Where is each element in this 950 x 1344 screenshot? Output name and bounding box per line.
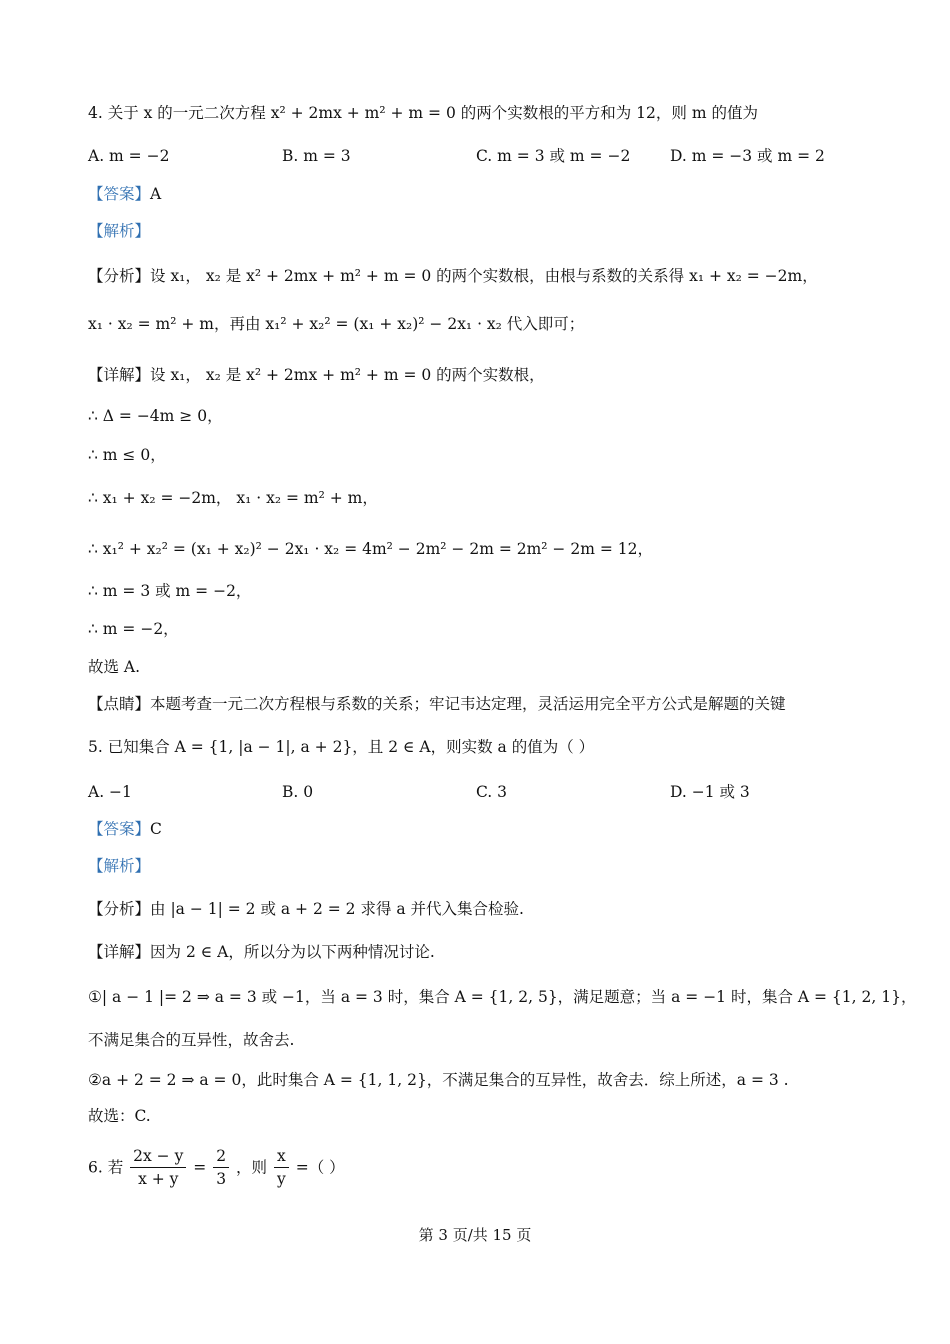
q4-options	[0, 145, 950, 167]
q6-fraction-1	[130, 1145, 186, 1190]
q4-option-d: D. m = −3 或 m = 2	[670, 147, 825, 165]
analysis-tag: 【解析】	[88, 222, 151, 240]
answer-tag: 【答案】	[88, 185, 151, 203]
q6-equals: =	[193, 1158, 207, 1177]
q5-option-d: D. −1 或 3	[670, 783, 750, 801]
q6-fraction-1-numerator: 2x − y	[130, 1145, 186, 1168]
detail-tag: 【详解】	[88, 943, 151, 961]
answer-value: A	[150, 185, 162, 203]
q5-answer	[88, 818, 162, 840]
analysis-tag: 【解析】	[88, 857, 151, 875]
answer-value: C	[150, 820, 162, 838]
q6-fraction-2-denominator: 3	[216, 1170, 227, 1188]
q5-case-1b: 不满足集合的互异性，故舍去.	[88, 1031, 295, 1049]
q4-choose: 故选 A.	[88, 658, 141, 676]
q6-prefix: 6. 若	[88, 1158, 124, 1177]
comment-text: 本题考查一元二次方程根与系数的关系；牢记韦达定理，灵活运用完全平方公式是解题的关键	[150, 695, 786, 713]
q6-fraction-3-numerator: x	[274, 1145, 289, 1168]
fenxi-text: 由 |a − 1| = 2 或 a + 2 = 2 求得 a 并代入集合检验.	[150, 900, 524, 918]
comment-tag: 【点睛】	[88, 695, 151, 713]
q4-step-4: ∴ x₁² + x₂² = (x₁ + x₂)² − 2x₁ · x₂ = 4m² − 2m² − 2m = 2m² − 2m = 12，	[88, 540, 653, 558]
fenxi-tag: 【分析】	[88, 267, 151, 285]
q6-fraction-3-denominator: y	[277, 1170, 286, 1188]
q5-case-2: ②a + 2 = 2 ⇒ a = 0，此时集合 A = {1, 1, 2}，不满足集合的互异性，故舍去．综上所述，a = 3 .	[88, 1071, 789, 1089]
q5-fenxi	[88, 898, 524, 920]
q4-fenxi-2: x₁ · x₂ = m² + m，再由 x₁² + x₂² = (x₁ + x₂)² − 2x₁ · x₂ 代入即可；	[88, 315, 585, 333]
q6-fraction-2-numerator: 2	[213, 1145, 229, 1168]
q4-option-a: A. m = −2	[88, 147, 170, 165]
q4-option-b: B. m = 3	[282, 147, 351, 165]
q4-step-5: ∴ m = 3 或 m = −2，	[88, 582, 252, 600]
q5-choose: 故选：C.	[88, 1107, 151, 1125]
q5-option-a: A. −1	[88, 783, 132, 801]
q5-analysis-tag	[88, 855, 150, 877]
q4-step-3: ∴ x₁ + x₂ = −2m， x₁ · x₂ = m² + m，	[88, 489, 378, 507]
q6-mid: ，则	[236, 1158, 268, 1177]
q4-step-6: ∴ m = −2，	[88, 620, 179, 638]
q5-option-b: B. 0	[282, 783, 314, 801]
q4-detail-1	[88, 364, 545, 386]
q4-step-2: ∴ m ≤ 0，	[88, 446, 166, 464]
fenxi-tag: 【分析】	[88, 900, 151, 918]
detail-tag: 【详解】	[88, 366, 151, 384]
q6-fraction-1-denominator: x + y	[138, 1170, 179, 1188]
q5-stem: 5. 已知集合 A = {1, |a − 1|, a + 2}，且 2 ∈ A，则实数 a 的值为（ ）	[88, 738, 595, 756]
q4-fenxi-1	[88, 265, 818, 287]
page-footer: 第 3 页/共 15 页	[418, 1226, 532, 1244]
q4-step-1: ∴ Δ = −4m ≥ 0，	[88, 407, 223, 425]
q4-comment	[88, 693, 786, 715]
fenxi-text: 设 x₁， x₂ 是 x² + 2mx + m² + m = 0 的两个实数根，由根与系数的关系得 x₁ + x₂ = −2m，	[150, 267, 818, 285]
q6-fraction-3	[274, 1145, 289, 1190]
q6-stem	[88, 1145, 345, 1190]
q6-fraction-2	[213, 1145, 229, 1190]
q6-suffix: =（ ）	[295, 1158, 345, 1177]
q5-option-c: C. 3	[476, 783, 508, 801]
answer-tag: 【答案】	[88, 820, 151, 838]
detail-text: 因为 2 ∈ A，所以分为以下两种情况讨论.	[150, 943, 435, 961]
detail-text: 设 x₁， x₂ 是 x² + 2mx + m² + m = 0 的两个实数根，	[150, 366, 545, 384]
q4-option-c: C. m = 3 或 m = −2	[476, 147, 631, 165]
q4-analysis-tag	[88, 220, 150, 242]
q4-stem: 4. 关于 x 的一元二次方程 x² + 2mx + m² + m = 0 的两个实数根的平方和为 12，则 m 的值为	[88, 104, 758, 122]
q5-detail	[88, 941, 435, 963]
q5-case-1: ①| a − 1 |= 2 ⇒ a = 3 或 −1，当 a = 3 时，集合 A = {1, 2, 5}，满足题意；当 a = −1 时，集合 A = {1, 2, 1}，	[88, 988, 917, 1006]
q5-options	[0, 781, 950, 803]
q4-answer	[88, 183, 161, 205]
